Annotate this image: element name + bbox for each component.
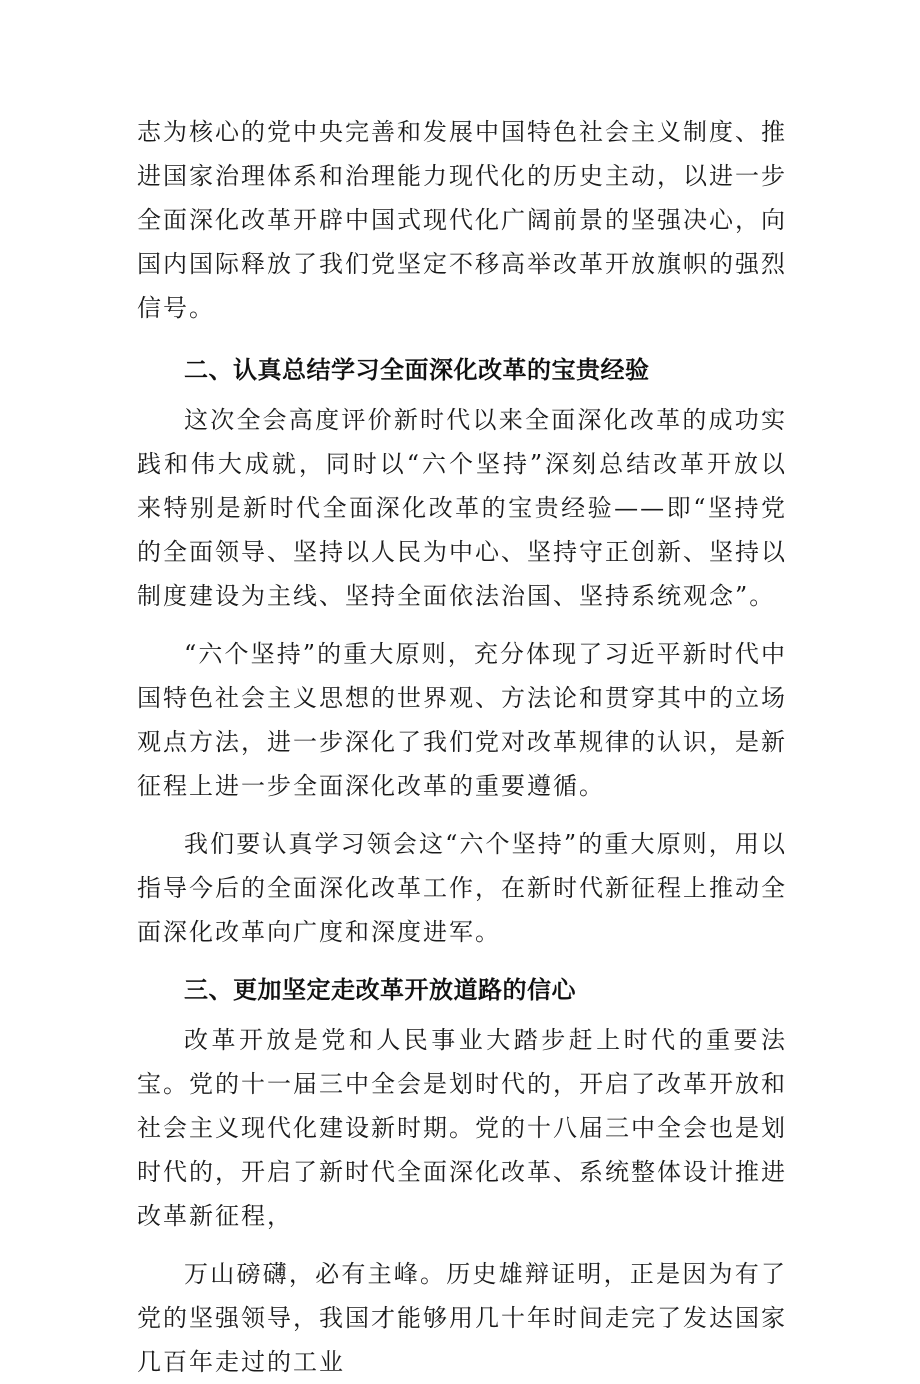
paragraph-5: 改革开放是党和人民事业大踏步赶上时代的重要法宝。党的十一届三中全会是划时代的，开启了改革开放和社会主义现代化建设新时期。党的十八届三中全会也是划时代的，开启了新时代全面深化改革、系统整体设计推进改革新征程， <box>137 1026 787 1230</box>
paragraph-4: 我们要认真学习领会这“六个坚持”的重大原则，用以指导今后的全面深化改革工作，在新时代新征程上推动全面深化改革向广度和深度进军。 <box>137 830 787 946</box>
section-heading-2: 二、认真总结学习全面深化改革的宝贵经验 <box>184 356 650 384</box>
paragraph-6: 万山磅礴，必有主峰。历史雄辩证明，正是因为有了党的坚强领导，我国才能够用几十年时间走完了发达国家几百年走过的工业 <box>137 1260 787 1376</box>
paragraph-1: 志为核心的党中央完善和发展中国特色社会主义制度、推进国家治理体系和治理能力现代化的历史主动，以进一步全面深化改革开辟中国式现代化广阔前景的坚强决心，向国内国际释放了我们党坚定不移高举改革开放旗帜的强烈信号。 <box>137 118 787 322</box>
paragraph-2: 这次全会高度评价新时代以来全面深化改革的成功实践和伟大成就，同时以“六个坚持”深刻总结改革开放以来特别是新时代全面深化改革的宝贵经验——即“坚持党的全面领导、坚持以人民为中心、坚持守正创新、坚持以制度建设为主线、坚持全面依法治国、坚持系统观念”。 <box>137 406 787 610</box>
document-body <box>137 110 787 1384</box>
section-heading-3: 三、更加坚定走改革开放道路的信心 <box>184 976 576 1004</box>
paragraph-3: “六个坚持”的重大原则，充分体现了习近平新时代中国特色社会主义思想的世界观、方法论和贯穿其中的立场观点方法，进一步深化了我们党对改革规律的认识，是新征程上进一步全面深化改革的重要遵循。 <box>137 640 787 800</box>
